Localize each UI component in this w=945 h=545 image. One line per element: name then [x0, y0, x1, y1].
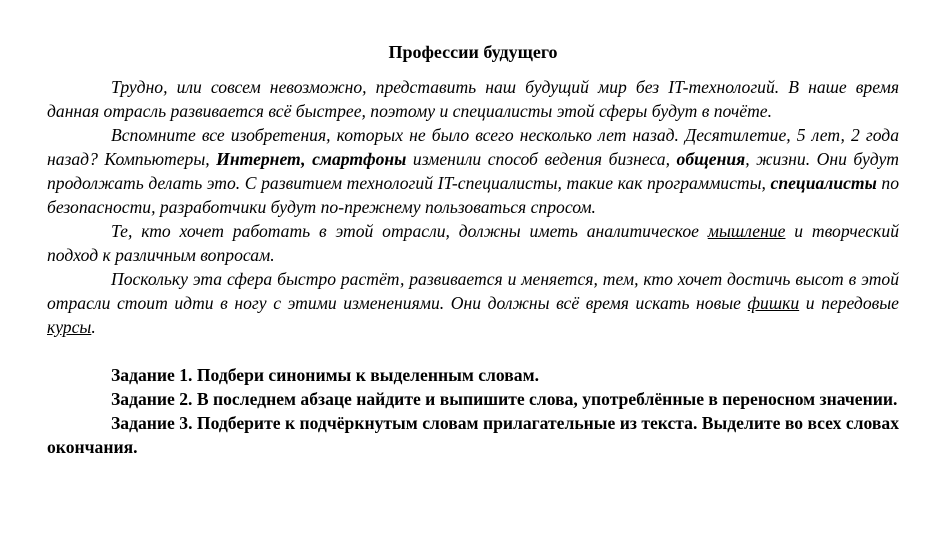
task-1: Задание 1. Подбери синонимы к выделенным словам. [111, 365, 539, 385]
bold-word-specialists: специалисты [770, 173, 877, 193]
paragraph-1-text: Трудно, или совсем невозможно, представить наш будущий мир без IT-технологий. В наше время данная отрасль развивается всё быстрее, поэтому и специалисты этой сферы будут в почёте. [47, 77, 899, 121]
underlined-word-features: фишки [747, 293, 800, 313]
paragraph-4 [47, 267, 899, 339]
task-2: Задание 2. В последнем абзаце найдите и выпишите слова, употреблённые в переносном значении. [111, 389, 898, 409]
paragraph-2-text-2: изменили способ ведения бизнеса, [406, 149, 677, 169]
document-page [47, 40, 899, 459]
paragraph-3 [47, 219, 899, 267]
bold-word-internet-smartphones: Интернет, смартфоны [216, 149, 407, 169]
document-title: Профессии будущего [388, 42, 558, 62]
paragraph-4-text-1: Поскольку эта сфера быстро растёт, развивается и меняется, тем, кто хочет достичь высот в этой отрасли стоит идти в ногу с этими изменениями. Они должны всё время искать новые [47, 269, 899, 313]
underlined-word-courses: курсы [47, 317, 92, 337]
underlined-word-thinking: мышление [707, 221, 786, 241]
paragraph-4-text-2: и передовые [799, 293, 899, 313]
paragraph-4-text-3: . [91, 317, 96, 337]
bold-word-communication: общения [676, 149, 746, 169]
paragraph-2-text-1: Вспомните все изобретения, которых не было всего несколько лет назад. Десятилетие, 5 лет, 2 года назад? Компьютеры, [47, 125, 899, 169]
paragraph-3-text-1: Те, кто хочет работать в этой отрасли, должны иметь аналитическое [111, 221, 708, 241]
task-3: Задание 3. Подберите к подчёркнутым словам прилагательные из текста. Выделите во всех словах окончания. [47, 413, 899, 457]
paragraph-1 [47, 75, 899, 123]
paragraph-2-text-3: , жизни. Они будут продолжать делать это. С развитием технологий IT-специалисты, такие как программисты, [47, 149, 899, 193]
paragraph-2 [47, 123, 899, 219]
section-gap [47, 339, 899, 363]
paragraph-3-text-2: и творческий подход к различным вопросам. [47, 221, 899, 265]
paragraph-2-text-4: по безопасности, разработчики будут по-прежнему пользоваться спросом. [47, 173, 899, 217]
